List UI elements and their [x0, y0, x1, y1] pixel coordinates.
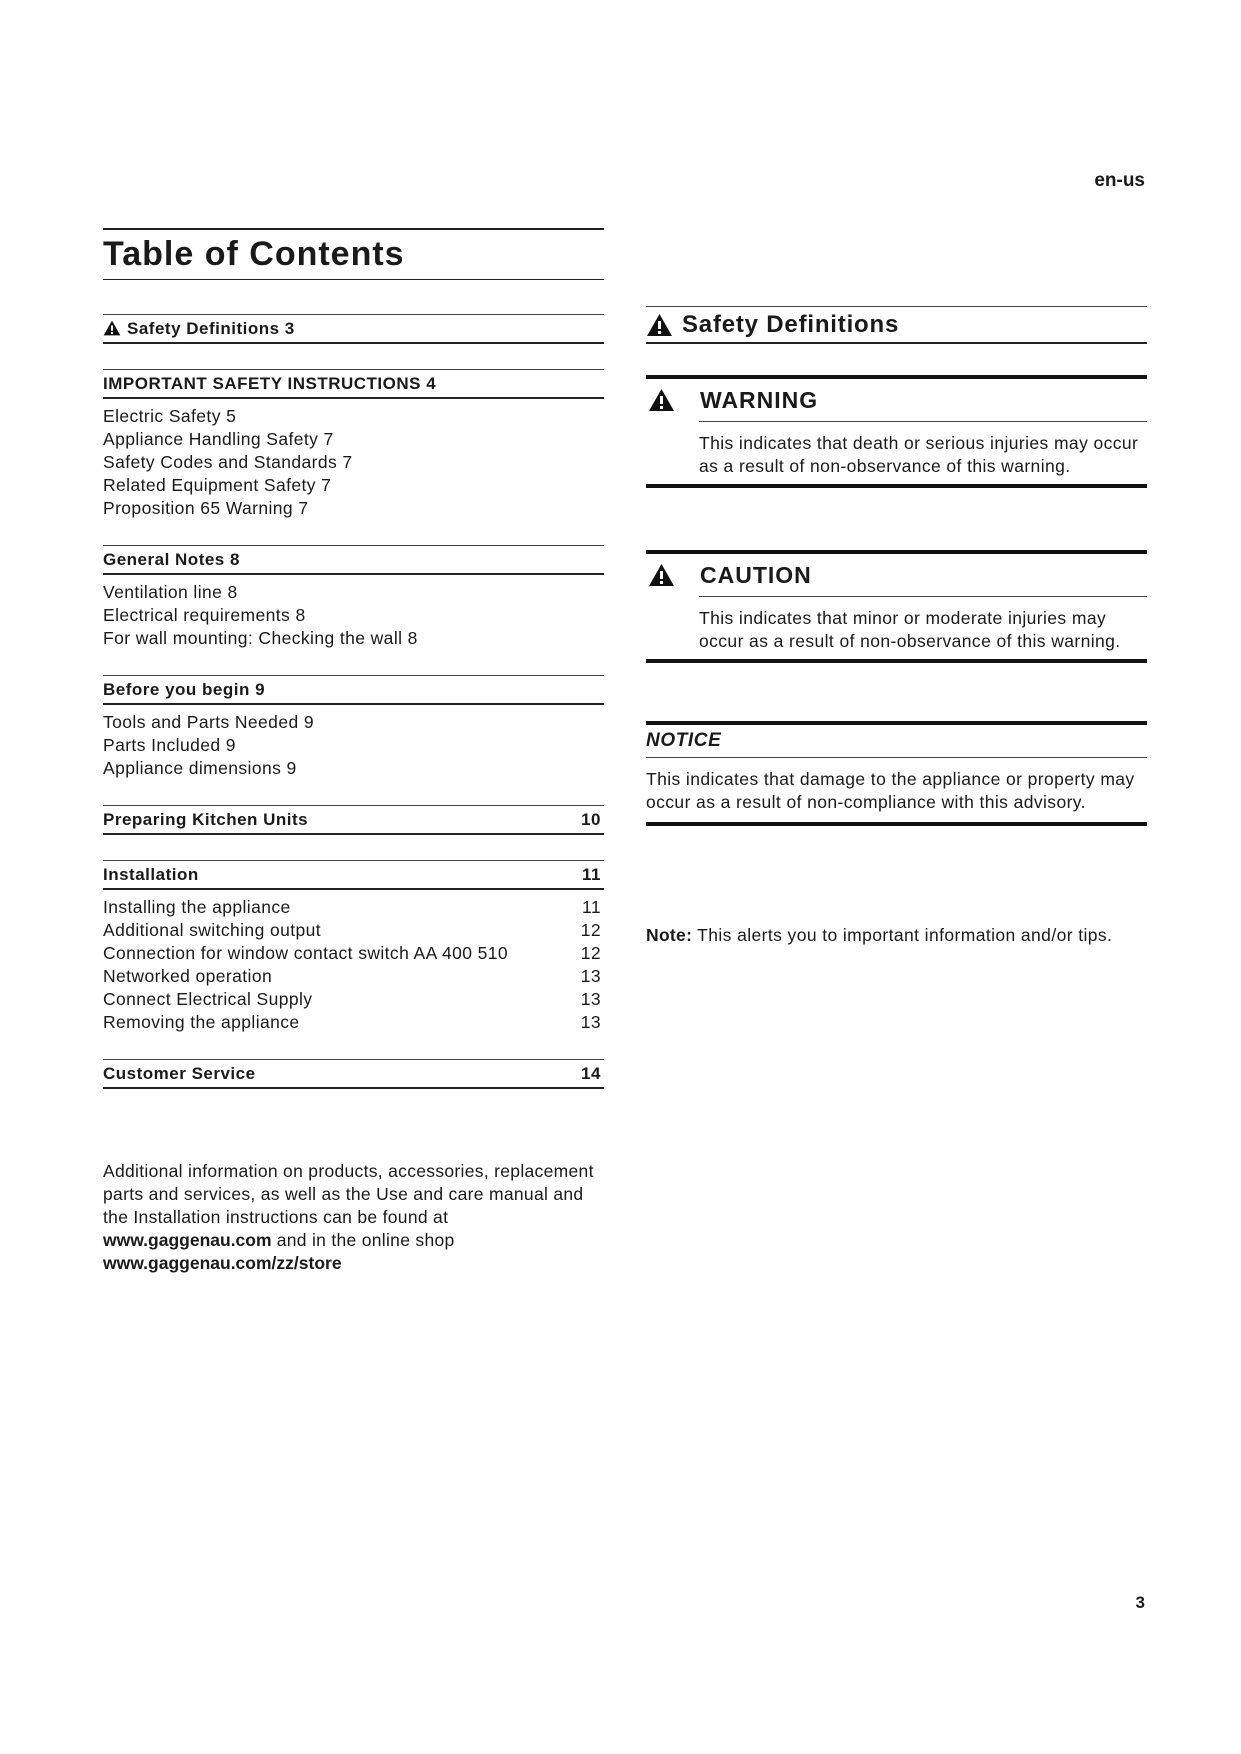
toc-item[interactable] — [103, 405, 604, 428]
toc-item[interactable] — [103, 428, 604, 451]
language-code: en-us — [1094, 170, 1145, 191]
page-number: 3 — [1135, 1593, 1145, 1612]
toc-item[interactable] — [103, 734, 604, 757]
toc-item-page: 13 — [580, 1012, 601, 1032]
toc-item-page — [561, 428, 604, 451]
toc-item-label: For wall mounting: Checking the wall 8 — [103, 628, 418, 648]
warning-box — [646, 375, 1147, 488]
toc-item[interactable] — [103, 474, 604, 497]
toc-section-heading[interactable] — [103, 369, 604, 399]
safety-definitions-title: Safety Definitions — [682, 310, 900, 338]
warning-triangle-icon — [648, 388, 675, 412]
caution-header — [646, 554, 1147, 596]
toc-item-page — [561, 711, 604, 734]
note-text: This alerts you to important information and/or tips. — [692, 925, 1113, 945]
toc-item-label: Ventilation line 8 — [103, 582, 238, 602]
toc-section-heading[interactable] — [103, 1059, 604, 1089]
info-text-before: Additional information on products, accessories, replacement parts and services, as well as the Use and care manual and the Installation instructions can be found at — [103, 1161, 594, 1227]
table-of-contents — [103, 228, 604, 1089]
warning-triangle-icon — [103, 320, 121, 336]
toc-sections — [103, 314, 604, 1089]
note — [646, 924, 1147, 947]
toc-section-heading[interactable] — [103, 675, 604, 705]
toc-item[interactable] — [103, 711, 604, 734]
toc-section-label: Safety Definitions 3 — [127, 318, 295, 338]
toc-item[interactable] — [103, 627, 604, 650]
toc-item[interactable] — [103, 988, 604, 1011]
note-label: Note: — [646, 925, 693, 945]
toc-item-page — [561, 757, 604, 780]
toc-section-heading[interactable] — [103, 860, 604, 890]
toc-item-page — [561, 734, 604, 757]
toc-title-bar — [103, 228, 604, 280]
toc-item-label: Tools and Parts Needed 9 — [103, 712, 314, 732]
toc-item[interactable] — [103, 965, 604, 988]
toc-item-page — [561, 581, 604, 604]
notice-box — [646, 721, 1147, 826]
toc-section-label: Before you begin 9 — [103, 679, 266, 699]
warning-triangle-icon — [646, 313, 673, 337]
toc-item-label: Proposition 65 Warning 7 — [103, 498, 309, 518]
toc-section-heading[interactable] — [103, 805, 604, 835]
info-text-middle: and in the online shop — [271, 1230, 455, 1250]
toc-section — [103, 805, 604, 835]
warning-header — [646, 379, 1147, 421]
toc-section — [103, 314, 604, 344]
toc-section-label: General Notes 8 — [103, 549, 240, 569]
safety-definitions-heading — [646, 306, 1147, 344]
toc-item-label: Additional switching output — [103, 920, 322, 940]
toc-title: Table of Contents — [103, 235, 405, 273]
toc-item-label: Parts Included 9 — [103, 735, 236, 755]
toc-section-label: Preparing Kitchen Units — [103, 809, 309, 829]
toc-section — [103, 1059, 604, 1089]
toc-item-page: 12 — [580, 920, 601, 940]
toc-item-page: 13 — [580, 989, 601, 1009]
toc-section-heading[interactable] — [103, 545, 604, 575]
toc-item-label: Electrical requirements 8 — [103, 605, 306, 625]
toc-item-page: 13 — [580, 966, 601, 986]
warning-text: This indicates that death or serious injuries may occur as a result of non-observance of this warning. — [699, 433, 1139, 476]
toc-section-page: 14 — [581, 1063, 601, 1083]
caution-box — [646, 550, 1147, 663]
toc-item-page — [561, 451, 604, 474]
toc-item-label: Installing the appliance — [103, 897, 291, 917]
toc-item-label: Electric Safety 5 — [103, 406, 237, 426]
toc-item-label: Related Equipment Safety 7 — [103, 475, 332, 495]
toc-item-page — [561, 497, 604, 520]
notice-text: This indicates that damage to the appliance or property may occur as a result of non-compliance with this advisory. — [646, 769, 1135, 812]
toc-section-label: Customer Service — [103, 1063, 256, 1083]
store-link[interactable]: www.gaggenau.com/zz/store — [103, 1253, 342, 1273]
toc-item[interactable] — [103, 919, 604, 942]
toc-item-list — [103, 896, 604, 1034]
toc-item-label: Appliance dimensions 9 — [103, 758, 297, 778]
gaggenau-link[interactable]: www.gaggenau.com — [103, 1230, 272, 1250]
toc-item-page — [561, 627, 604, 650]
toc-item[interactable] — [103, 757, 604, 780]
toc-item-label: Appliance Handling Safety 7 — [103, 429, 334, 449]
toc-item[interactable] — [103, 604, 604, 627]
caution-label: CAUTION — [700, 561, 812, 588]
warning-triangle-icon — [648, 563, 675, 587]
toc-item-label: Removing the appliance — [103, 1012, 300, 1032]
toc-item-label: Connect Electrical Supply — [103, 989, 313, 1009]
toc-item[interactable] — [103, 942, 604, 965]
toc-item-page: 11 — [582, 897, 601, 917]
toc-section — [103, 860, 604, 1034]
toc-section-label: IMPORTANT SAFETY INSTRUCTIONS 4 — [103, 373, 437, 393]
caution-text: This indicates that minor or moderate injuries may occur as a result of non-observance of this warning. — [699, 608, 1121, 651]
toc-item-list — [103, 405, 604, 520]
toc-item[interactable] — [103, 581, 604, 604]
toc-item[interactable] — [103, 1011, 604, 1034]
toc-section-heading[interactable] — [103, 314, 604, 344]
toc-item-page: 12 — [580, 943, 601, 963]
toc-item-list — [103, 581, 604, 650]
toc-section — [103, 369, 604, 520]
toc-section — [103, 545, 604, 650]
toc-item-page — [561, 474, 604, 497]
additional-info — [103, 1160, 603, 1275]
toc-item-list — [103, 711, 604, 780]
toc-item-label: Networked operation — [103, 966, 273, 986]
toc-item-page — [561, 604, 604, 627]
toc-item[interactable] — [103, 497, 604, 520]
warning-label: WARNING — [700, 386, 819, 413]
toc-section — [103, 675, 604, 780]
toc-item-label: Safety Codes and Standards 7 — [103, 452, 353, 472]
toc-item[interactable] — [103, 896, 604, 919]
toc-item[interactable] — [103, 451, 604, 474]
toc-section-label: Installation — [103, 864, 199, 884]
toc-item-page — [561, 405, 604, 428]
toc-item-label: Connection for window contact switch AA 400 510 — [103, 943, 509, 963]
toc-section-page: 11 — [582, 864, 601, 884]
notice-label: NOTICE — [646, 725, 1147, 758]
toc-section-page: 10 — [581, 809, 601, 829]
